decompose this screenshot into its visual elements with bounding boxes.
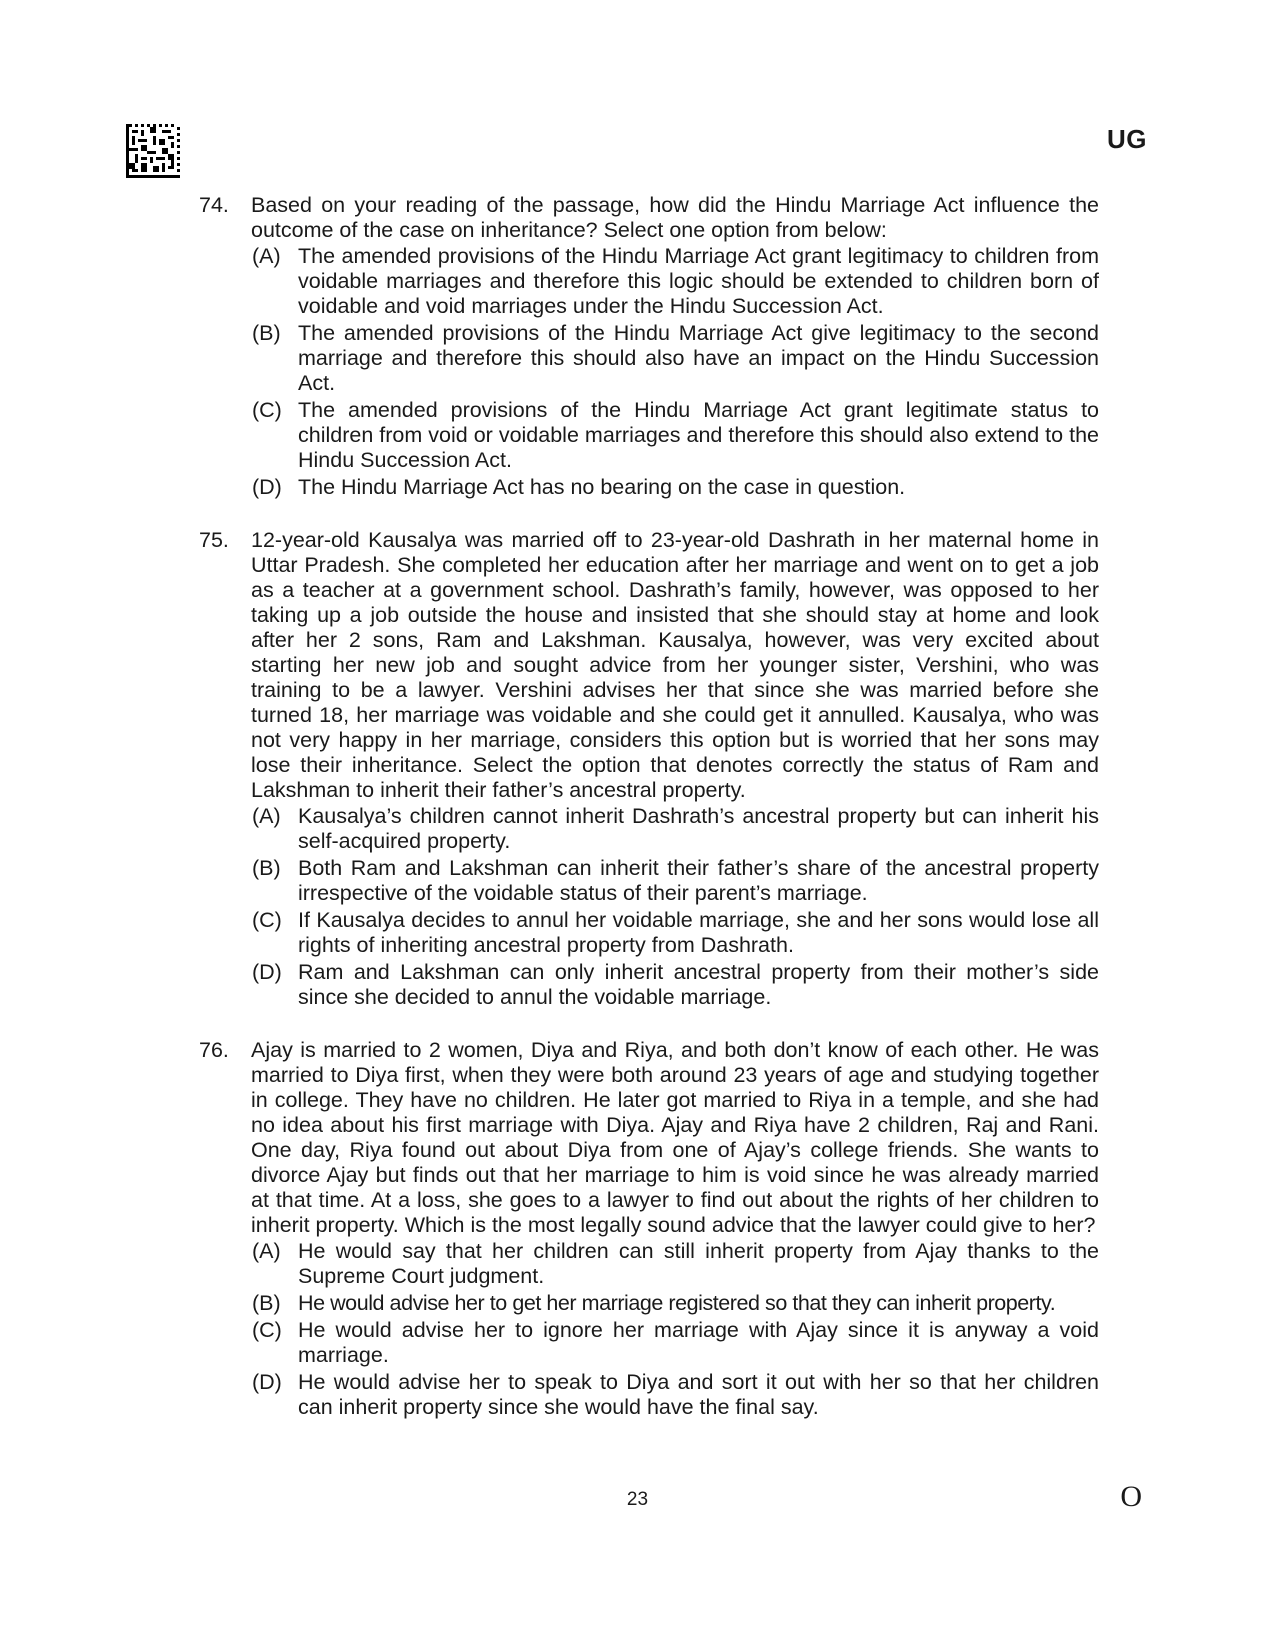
option-d [251, 960, 1099, 1010]
question-number: 75. [199, 528, 229, 552]
option-list [251, 804, 1099, 1010]
option-list [251, 1239, 1099, 1420]
option-text: The amended provisions of the Hindu Marriage Act grant legitimacy to children from voidable marriages and therefore this logic should be extended to children born of voidable and void marriages under the Hindu Succession Act. [298, 244, 1099, 318]
option-label: (A) [252, 244, 281, 268]
option-a [251, 1239, 1099, 1289]
option-text: He would advise her to get her marriage registered so that they can inherit property. [298, 1291, 1056, 1315]
option-text: The amended provisions of the Hindu Marriage Act give legitimacy to the second marriage and therefore this should also have an impact on the Hindu Succession Act. [298, 321, 1099, 395]
question-76 [199, 1038, 1099, 1420]
option-b [251, 321, 1099, 396]
option-label: (C) [252, 1318, 282, 1342]
option-text: The Hindu Marriage Act has no bearing on the case in question. [298, 475, 906, 499]
option-label: (C) [252, 398, 282, 422]
option-text: Both Ram and Lakshman can inherit their father’s share of the ancestral property irrespective of the voidable status of their parent’s marriage. [298, 856, 1099, 905]
option-label: (C) [252, 908, 282, 932]
option-label: (D) [252, 1370, 282, 1394]
paper-code: UG [1107, 124, 1147, 154]
option-label: (B) [252, 1291, 281, 1315]
question-number: 74. [199, 193, 229, 217]
datamatrix-barcode [126, 124, 180, 178]
page-number: 23 [626, 1489, 649, 1510]
option-a [251, 244, 1099, 319]
option-text: Ram and Lakshman can only inherit ancestral property from their mother’s side since she decided to annul the voidable marriage. [298, 960, 1099, 1009]
option-b [251, 856, 1099, 906]
option-list [251, 244, 1099, 500]
option-text: Kausalya’s children cannot inherit Dashrath’s ancestral property but can inherit his self-acquired property. [298, 804, 1099, 853]
question-74 [199, 193, 1099, 500]
option-c [251, 398, 1099, 473]
option-label: (D) [252, 960, 282, 984]
option-c [251, 1318, 1099, 1368]
option-a [251, 804, 1099, 854]
question-list [199, 193, 1099, 1448]
question-text: 12-year-old Kausalya was married off to 23-year-old Dashrath in her maternal home in Uttar Pradesh. She completed her education after her marriage and went on to get a job as a teacher at a government school. Dashrath’s family, however, was opposed to her taking up a job outside the house and insisted that she should stay at home and look after her 2 sons, Ram and Lakshman. Kausalya, however, was very excited about starting her new job and sought advice from her younger sister, Vershini, who was training to be a lawyer. Vershini advises her that since she was married before she turned 18, her marriage was voidable and she could get it annulled. Kausalya, who was not very happy in her marriage, considers this option but is worried that her sons may lose their inheritance. Select the option that denotes correctly the status of Ram and Lakshman to inherit their father’s ancestral property. [251, 528, 1099, 802]
option-text: He would advise her to ignore her marriage with Ajay since it is anyway a void marriage. [298, 1318, 1099, 1367]
option-label: (D) [252, 475, 282, 499]
question-text: Based on your reading of the passage, how did the Hindu Marriage Act influence the outcome of the case on inheritance? Select one option from below: [251, 193, 1099, 242]
question-text: Ajay is married to 2 women, Diya and Riya, and both don’t know of each other. He was married to Diya first, when they were both around 23 years of age and studying together in college. They have no children. He later got married to Riya in a temple, and she had no idea about his first marriage with Diya. Ajay and Riya have 2 children, Raj and Rani. One day, Riya found out about Diya from one of Ajay’s college friends. She wants to divorce Ajay but finds out that her marriage to him is void since he was already married at that time. At a loss, she goes to a lawyer to find out about the rights of her children to inherit property. Which is the most legally sound advice that the lawyer could give to her? [251, 1038, 1099, 1237]
option-label: (A) [252, 1239, 281, 1263]
option-text: The amended provisions of the Hindu Marriage Act grant legitimate status to children from void or voidable marriages and therefore this should also extend to the Hindu Succession Act. [298, 398, 1099, 472]
option-text: He would say that her children can still inherit property from Ajay thanks to the Supreme Court judgment. [298, 1239, 1099, 1288]
option-c [251, 908, 1099, 958]
question-75 [199, 528, 1099, 1010]
option-d [251, 475, 1099, 500]
option-text: He would advise her to speak to Diya and sort it out with her so that her children can inherit property since she would have the final say. [298, 1370, 1099, 1419]
option-d [251, 1370, 1099, 1420]
option-b [251, 1291, 1099, 1316]
option-text: If Kausalya decides to annul her voidable marriage, she and her sons would lose all rights of inheriting ancestral property from Dashrath. [298, 908, 1099, 957]
set-code: O [1120, 1480, 1142, 1513]
option-label: (B) [252, 321, 281, 345]
question-number: 76. [199, 1038, 229, 1062]
option-label: (B) [252, 856, 281, 880]
option-label: (A) [252, 804, 281, 828]
